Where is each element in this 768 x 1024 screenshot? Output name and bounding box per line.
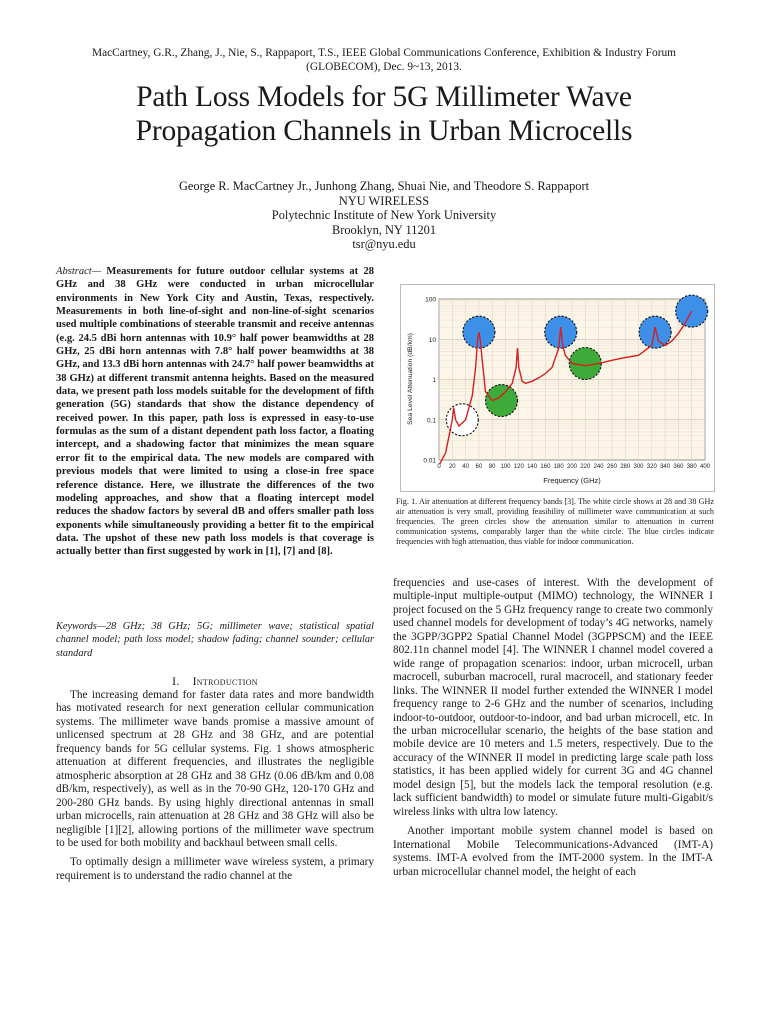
citation-line-2: (GLOBECOM), Dec. 9~13, 2013. (306, 61, 462, 73)
white-highlight-circle (446, 404, 478, 436)
y-tick-label: 0.01 (423, 457, 436, 465)
x-tick-label: 220 (580, 464, 591, 470)
x-tick-label: 160 (540, 464, 551, 470)
title-line-1: Path Loss Models for 5G Millimeter Wave (136, 81, 632, 113)
abstract-lead: Abstract— (56, 266, 102, 277)
x-tick-label: 300 (633, 464, 644, 470)
section-number: I. (172, 674, 180, 688)
x-tick-label: 400 (699, 464, 711, 470)
section-heading (56, 674, 374, 689)
introduction-text (56, 689, 374, 883)
x-tick-label: 280 (620, 464, 631, 470)
x-axis-label: Frequency (GHz) (543, 476, 601, 485)
paper-title (30, 80, 738, 148)
x-tick-label: 380 (686, 464, 697, 470)
body-paragraph: Another important mobile system channel model is based on International Mobile Telecommunications-Advanced (IMT-A) systems. IMT-A evolved from the IMT-2000 system. In the IMT-A urban microcellular channel model, the height of each (393, 825, 713, 878)
figure-caption: Fig. 1. Air attenuation at different frequency bands [3]. The white circle shows at 28 and 38 GHz air attenuation is very small, providing feasibility of millimeter wave communication at such frequencies. The green circles show the attenuation similar to attenuation in current communication systems, comparably larger than the white circle. The blue circles indicate frequencies with high attenuation, thus viable for indoor communication. (396, 497, 714, 547)
right-column-text (393, 577, 713, 879)
x-tick-label: 40 (462, 464, 469, 470)
intro-paragraph: The increasing demand for faster data rates and more bandwidth has motivated research for next generation cellular communication systems. The millimeter wave bands promise a massive amount of unlicensed spectrum at 28 GHz and 38 GHz, and are potential frequency bands for 5G cellular systems. Fig. 1 shows atmospheric attenuation at different frequencies, and illustrates the negligible atmospheric absorption at 28 GHz and 38 GHz (0.06 dB/km and 0.08 dB/km, respectively), as well as in the 70-90 GHz, 120-170 GHz and 200-280 GHz bands. By using highly directional antennas in small urban microcells, rain attenuation at 28 GHz and 38 GHz will also be negligible [1][2], allowing portions of the millimeter wave spectrum to be used for both mobility and backhaul between small cells. (56, 689, 374, 849)
y-tick-label: 0.1 (426, 417, 436, 425)
x-tick-label: 260 (606, 464, 617, 470)
x-tick-label: 120 (513, 464, 524, 470)
title-line-2: Propagation Channels in Urban Microcells (135, 115, 633, 147)
y-axis-label: Sea Level Attenuation (dB/km) (407, 333, 414, 425)
x-tick-label: 320 (646, 464, 657, 470)
author-city: Brooklyn, NY 11201 (331, 222, 437, 237)
y-tick-label: 100 (425, 296, 436, 304)
section-title: Introduction (192, 674, 258, 688)
author-names: George R. MacCartney Jr., Junhong Zhang, Shuai Nie, and Theodore S. Rappaport (178, 179, 590, 193)
x-tick-label: 20 (448, 464, 456, 470)
x-tick-label: 140 (527, 464, 538, 470)
author-lab: NYU WIRELESS (338, 193, 430, 208)
x-tick-label: 240 (593, 464, 604, 470)
x-tick-labels (437, 464, 710, 470)
blue-highlight-circle (639, 316, 671, 348)
x-tick-label: 80 (488, 464, 496, 470)
x-tick-label: 100 (500, 464, 511, 470)
y-tick-labels (423, 297, 436, 465)
intro-paragraph: To optimally design a millimeter wave wireless system, a primary requirement is to understand the radio channel at the (56, 856, 374, 882)
citation-header (30, 46, 738, 74)
x-tick-label: 340 (660, 464, 671, 470)
author-institution: Polytechnic Institute of New York University (271, 208, 497, 222)
x-tick-label: 360 (673, 464, 684, 470)
body-paragraph: frequencies and use-cases of interest. With the development of multiple-input multiple-output (MIMO) technology, the WINNER I project focused on the 5 GHz frequency range to create two commonly used channel models for development of today’s 4G networks, namely the 3GPP/3GPP2 Spatial Channel Model (3GPPSCM) and the IEEE 802.11n channel model [4]. The WINNER I channel model covered a wide range of propagation scenarios: indoor, urban microcell, urban macrocell, suburban macrocell, rural macrocell, and stationary feeder links. The WINNER II model further extended the WINNER I model frequency range to 2-6 GHz and the number of scenarios, including indoor-to-outdoor, outdoor-to-indoor, and bad urban microcell, etc. In the urban microcellular scenario, the heights of the base station and mobile device are 10 meters and 1.5 meters, respectively. Due to the accuracy of the WINNER II model in predicting large scale path loss statistics, it has been applied widely for current 3G and 4G channel model design [5], but the models lack the temporal resolution (e.g. lack sufficient bandwidth) to model or simulate future multi-Gigabit/s wireless links with ultra low latency. (393, 577, 713, 818)
green-highlight-circle (486, 385, 518, 417)
figure-1 (400, 284, 715, 492)
author-email[interactable]: tsr@nyu.edu (352, 237, 416, 251)
author-block (30, 179, 738, 252)
x-tick-label: 180 (553, 464, 564, 470)
x-tick-label: 0 (437, 464, 441, 470)
y-tick-label: 10 (428, 336, 436, 344)
abstract (56, 265, 374, 559)
x-tick-label: 60 (475, 464, 483, 470)
x-tick-label: 200 (566, 464, 578, 470)
abstract-text: Measurements for future outdoor cellular systems at 28 GHz and 38 GHz were conducted in urban microcellular environments in New York City and Austin, Texas, respectively. Measurements in both line-of-sight and non-line-of-sight scenarios used multiple combinations of steerable transmit and receive antennas (e.g. 24.5 dBi horn antennas with 10.9° half power beamwidths at 28 GHz, 25 dBi horn antennas with 7.8° half power beamwidths at 38 GHz, and 13.3 dBi horn antennas with 24.7° half power beamwidths at 38 GHz) at different transmit antenna heights. Based on the measured data, we present path loss models suitable for the development of fifth generation (5G) standards that show the distance dependency of received power. In this paper, path loss is expressed in easy-to-use formulas as the sum of a distant dependent path loss factor, a floating intercept, and a shadowing factor that minimizes the mean square error fit to the empirical data. The new models are compared with previous models that were limited to using a close-in free space reference distance. Here, we illustrate the differences of the two modeling approaches, and show that a floating intercept model reduces the shadow factors by several dB and offers smaller path loss exponents while simultaneously providing a better fit to the empirical data. The upshot of these new path loss models is that coverage is actually better than first suggested by work in [1], [7] and [8]. (56, 266, 374, 558)
citation-line-1: MacCartney, G.R., Zhang, J., Nie, S., Rappaport, T.S., IEEE Global Communications Conference, Exhibition & Industry Forum (91, 47, 677, 59)
keywords: Keywords—28 GHz; 38 GHz; 5G; millimeter wave; statistical spatial channel model; path loss model; shadow fading; channel sounder; cellular standard (56, 621, 374, 659)
y-tick-label: 1 (432, 377, 436, 384)
attenuation-chart (401, 285, 714, 491)
